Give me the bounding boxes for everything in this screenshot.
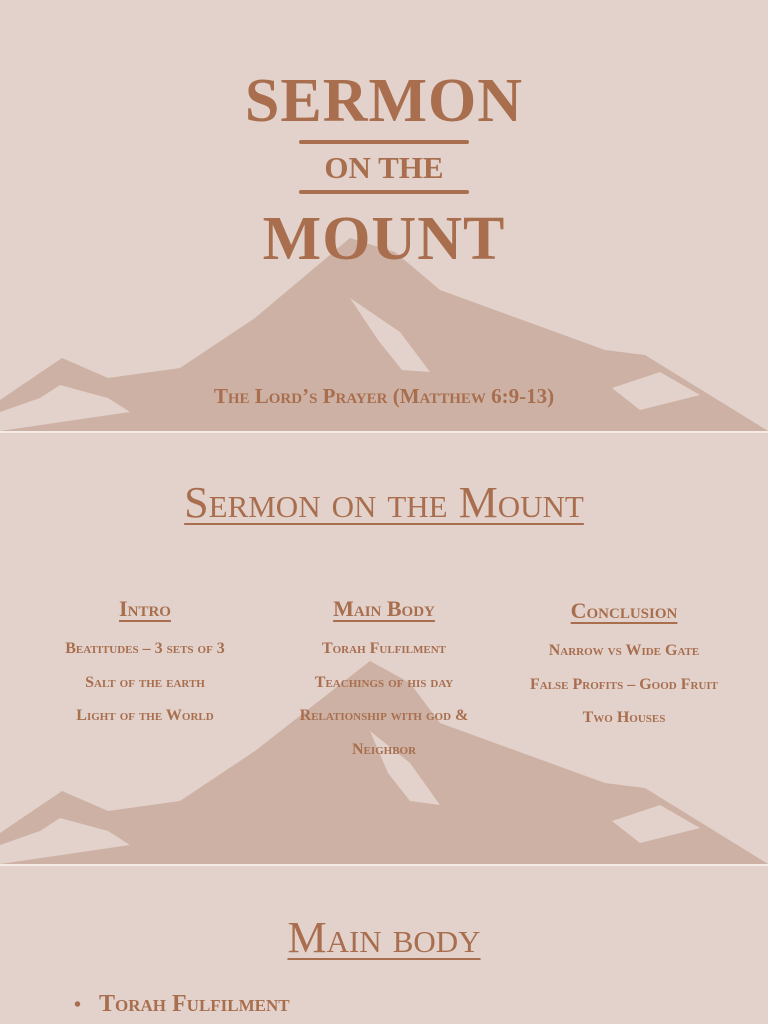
title-divider-top (299, 140, 469, 144)
slide-heading-text: Sermon on the Mount (184, 478, 584, 527)
bullet-text: Torah Fulfilment (99, 991, 290, 1017)
column-title: Conclusion (570, 598, 678, 623)
title-divider-bottom (299, 190, 469, 194)
slide-subtitle: The Lord’s Prayer (Matthew 6:9-13) (213, 384, 555, 408)
slide-heading (0, 478, 768, 527)
main-body-slide (0, 866, 768, 1024)
slide-heading (0, 913, 768, 962)
column-main-body (264, 598, 504, 766)
column-title: Intro (119, 596, 171, 621)
column-item: Two Houses (582, 709, 666, 726)
column-item: Narrow vs Wide Gate (548, 642, 700, 659)
column-item: Beatitudes – 3 sets of 3 (65, 640, 225, 657)
column-item: Light of the World (76, 707, 214, 724)
column-item: Relationship with god & (299, 707, 469, 724)
title-middle: ON THE (324, 150, 444, 185)
column-intro (20, 598, 270, 733)
column-title: Main Body (333, 596, 435, 621)
column-item: Neighbor (351, 740, 417, 758)
column-item: Salt of the earth (85, 673, 205, 691)
column-item: Torah Fulfilment (321, 640, 447, 657)
title-bottom: MOUNT (262, 205, 506, 273)
slide-heading-text: Main body (287, 913, 481, 962)
column-item: False Profits – Good Fruit (529, 675, 719, 693)
title-top: SERMON (244, 67, 524, 135)
column-item: Teachings of his day (314, 673, 454, 691)
title-slide (0, 0, 768, 431)
bullet-glyph: • (74, 994, 82, 1016)
outline-slide (0, 433, 768, 864)
bullet-item (74, 992, 290, 1016)
column-conclusion (496, 600, 752, 735)
